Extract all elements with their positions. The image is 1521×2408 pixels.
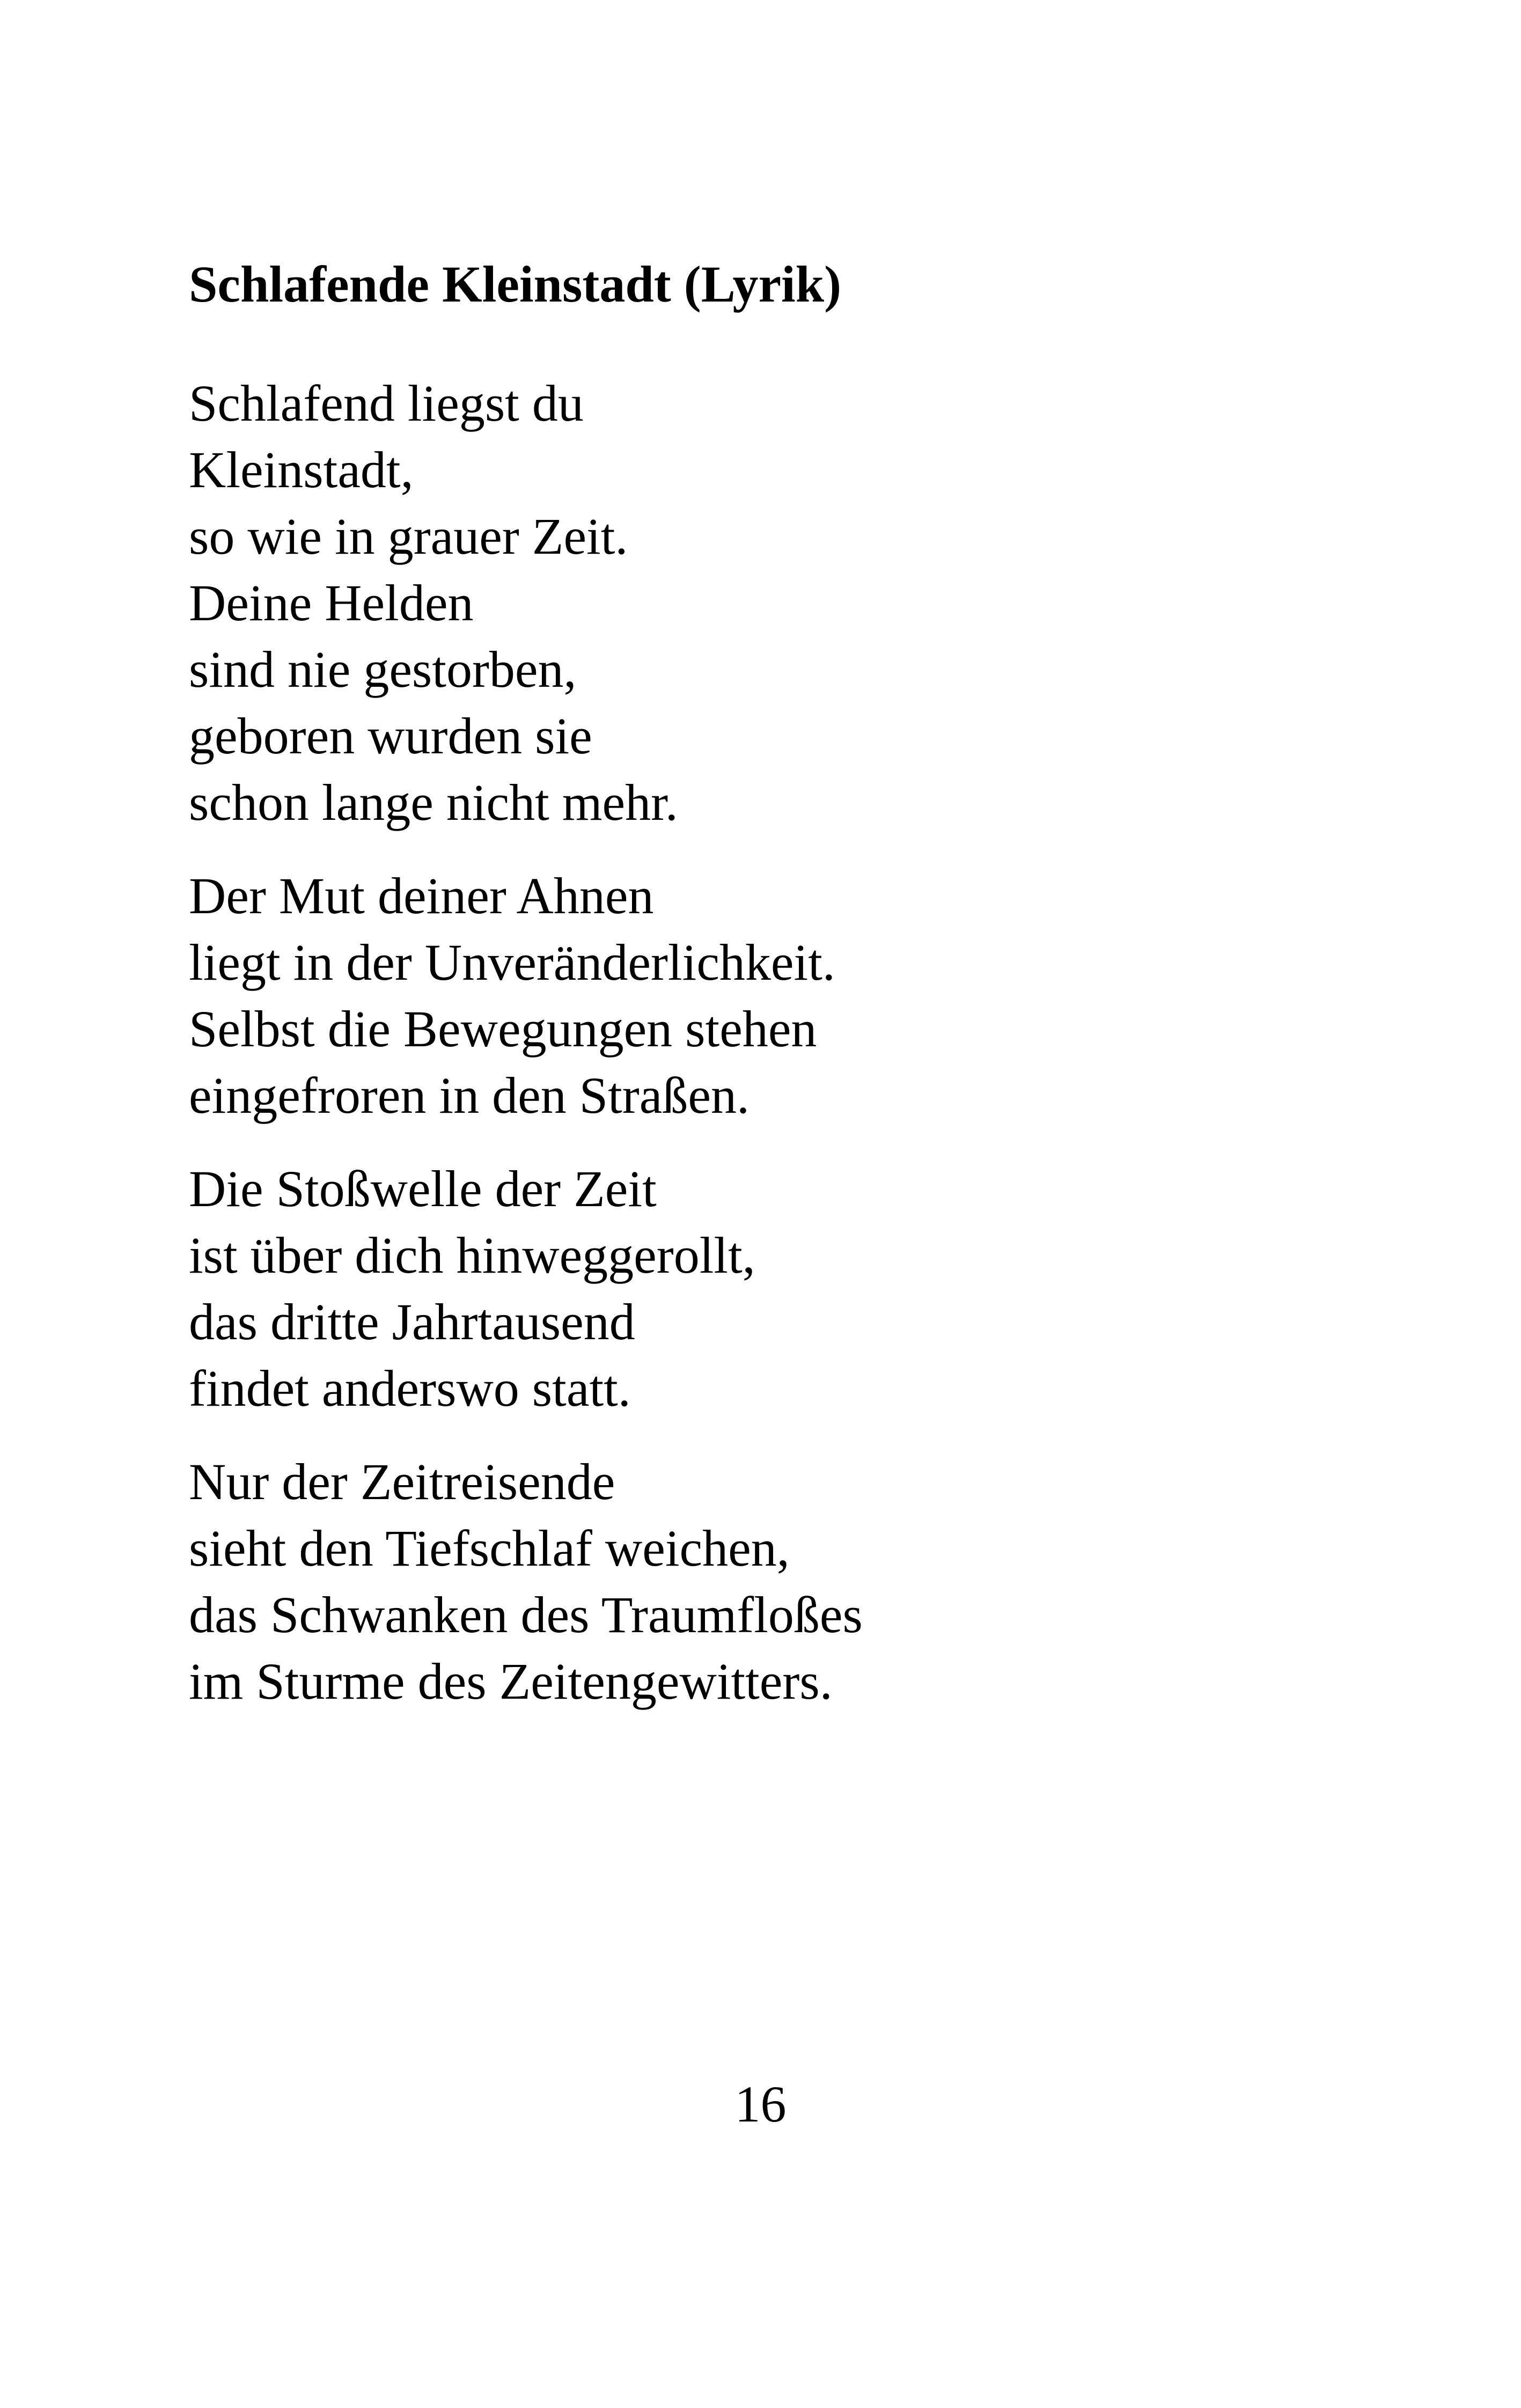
- poem-line: sieht den Tiefschlaf weichen,: [189, 1519, 790, 1577]
- poem-line: ist über dich hinweggerollt,: [189, 1227, 755, 1284]
- poem-line: schon lange nicht mehr.: [189, 774, 678, 831]
- poem-line: das dritte Jahrtausend: [189, 1293, 635, 1350]
- poem-title: Schlafende Kleinstadt (Lyrik): [189, 255, 842, 313]
- poem-body: [189, 370, 1369, 1742]
- poem-line: das Schwanken des Traumfloßes: [189, 1586, 863, 1643]
- poem-line: findet anderswo statt.: [189, 1360, 631, 1417]
- poem-line: eingefroren in den Straßen.: [189, 1067, 750, 1124]
- stanza-1: [189, 370, 1369, 836]
- stanza-4: [189, 1449, 1369, 1715]
- page-number: 16: [734, 2075, 787, 2133]
- poem-line: Selbst die Bewegungen stehen: [189, 1000, 817, 1058]
- poem-line: Der Mut deiner Ahnen: [189, 867, 654, 924]
- poem-line: geboren wurden sie: [189, 707, 592, 765]
- poem-line: im Sturme des Zeitengewitters.: [189, 1653, 833, 1710]
- poem-line: Kleinstadt,: [189, 441, 414, 498]
- poem-line: Die Stoßwelle der Zeit: [189, 1160, 657, 1217]
- stanza-2: [189, 863, 1369, 1129]
- stanza-3: [189, 1156, 1369, 1422]
- poem-line: so wie in grauer Zeit.: [189, 508, 628, 565]
- poem-line: liegt in der Unveränderlichkeit.: [189, 934, 835, 991]
- poem-line: sind nie gestorben,: [189, 641, 577, 698]
- poem-line: Nur der Zeitreisende: [189, 1453, 615, 1510]
- poem-line: Deine Helden: [189, 574, 474, 632]
- poem-line: Schlafend liegst du: [189, 375, 584, 432]
